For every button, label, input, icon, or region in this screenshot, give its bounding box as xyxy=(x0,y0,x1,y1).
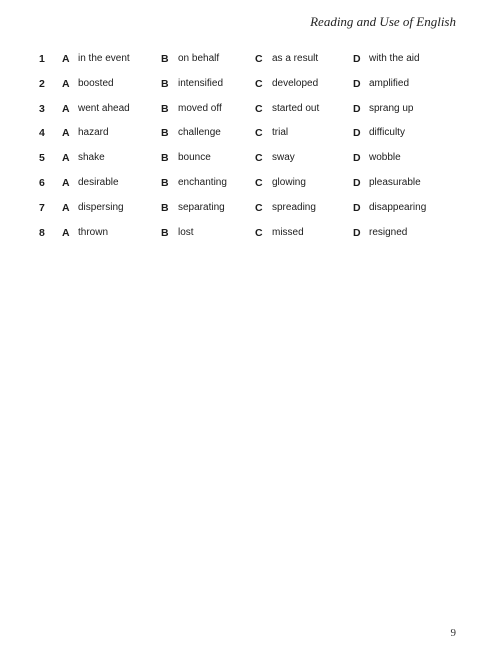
question-number: 5 xyxy=(39,152,45,165)
option-c-text: spreading xyxy=(272,201,316,213)
option-letter-c: C xyxy=(255,102,263,115)
option-letter-a: A xyxy=(62,201,70,214)
question-number: 3 xyxy=(39,102,45,115)
option-d-text: amplified xyxy=(369,77,410,89)
option-b-text: challenge xyxy=(178,127,221,139)
option-c-text: glowing xyxy=(272,176,306,188)
option-b-text: bounce xyxy=(178,152,211,164)
option-letter-c: C xyxy=(255,127,263,140)
option-letter-b: B xyxy=(161,201,169,214)
option-letter-a: A xyxy=(62,127,70,140)
option-letter-d: D xyxy=(353,102,361,115)
option-b-text: separating xyxy=(178,201,225,213)
option-letter-b: B xyxy=(161,152,169,165)
option-letter-c: C xyxy=(255,201,263,214)
option-letter-a: A xyxy=(62,226,70,239)
question-number: 1 xyxy=(39,53,45,65)
option-c-text: missed xyxy=(272,226,304,238)
option-b-text: on behalf xyxy=(178,53,220,64)
option-letter-a: A xyxy=(62,176,70,189)
option-letter-a: A xyxy=(62,77,70,90)
page-number: 9 xyxy=(450,627,456,639)
option-letter-a: A xyxy=(62,152,70,165)
option-d-text: difficulty xyxy=(369,127,405,139)
option-a-text: went ahead xyxy=(78,102,130,114)
option-c-text: started out xyxy=(272,102,320,114)
option-letter-b: B xyxy=(161,102,169,115)
option-letter-a: A xyxy=(62,102,70,115)
option-d-text: disappearing xyxy=(369,201,427,213)
option-letter-d: D xyxy=(353,201,361,214)
option-letter-c: C xyxy=(255,176,263,189)
question-number: 4 xyxy=(39,127,45,140)
option-d-text: sprang up xyxy=(369,102,414,114)
option-letter-b: B xyxy=(161,127,169,140)
question-number: 2 xyxy=(39,77,45,90)
option-d-text: resigned xyxy=(369,226,408,238)
option-a-text: shake xyxy=(78,152,105,164)
option-letter-c: C xyxy=(255,53,263,65)
option-c-text: trial xyxy=(272,127,289,139)
option-b-text: enchanting xyxy=(178,176,227,188)
option-letter-a: A xyxy=(62,53,70,65)
option-b-text: lost xyxy=(178,226,194,238)
option-letter-d: D xyxy=(353,127,361,140)
option-letter-d: D xyxy=(353,77,361,90)
option-letter-b: B xyxy=(161,53,169,65)
option-a-text: dispersing xyxy=(78,201,124,213)
question-number: 8 xyxy=(39,226,45,239)
option-letter-c: C xyxy=(255,152,263,165)
option-a-text: boosted xyxy=(78,77,114,89)
option-c-text: sway xyxy=(272,152,295,164)
option-a-text: hazard xyxy=(78,127,109,139)
option-b-text: intensified xyxy=(178,77,224,89)
option-letter-d: D xyxy=(353,176,361,189)
question-number: 6 xyxy=(39,176,45,189)
option-letter-b: B xyxy=(161,176,169,189)
option-a-text: in the event xyxy=(78,53,130,64)
option-letter-b: B xyxy=(161,226,169,239)
option-d-text: with the aid xyxy=(369,53,420,64)
option-letter-d: D xyxy=(353,152,361,165)
option-c-text: as a result xyxy=(272,53,319,64)
page-header-title: Reading and Use of English xyxy=(310,14,456,29)
option-d-text: wobble xyxy=(369,152,401,164)
option-d-text: pleasurable xyxy=(369,176,421,188)
option-letter-c: C xyxy=(255,226,263,239)
option-a-text: desirable xyxy=(78,176,119,188)
option-letter-b: B xyxy=(161,77,169,90)
option-letter-d: D xyxy=(353,53,361,65)
option-a-text: thrown xyxy=(78,226,109,238)
option-b-text: moved off xyxy=(178,102,222,114)
question-number: 7 xyxy=(39,201,45,214)
option-letter-d: D xyxy=(353,226,361,239)
option-c-text: developed xyxy=(272,77,319,89)
option-letter-c: C xyxy=(255,77,263,90)
